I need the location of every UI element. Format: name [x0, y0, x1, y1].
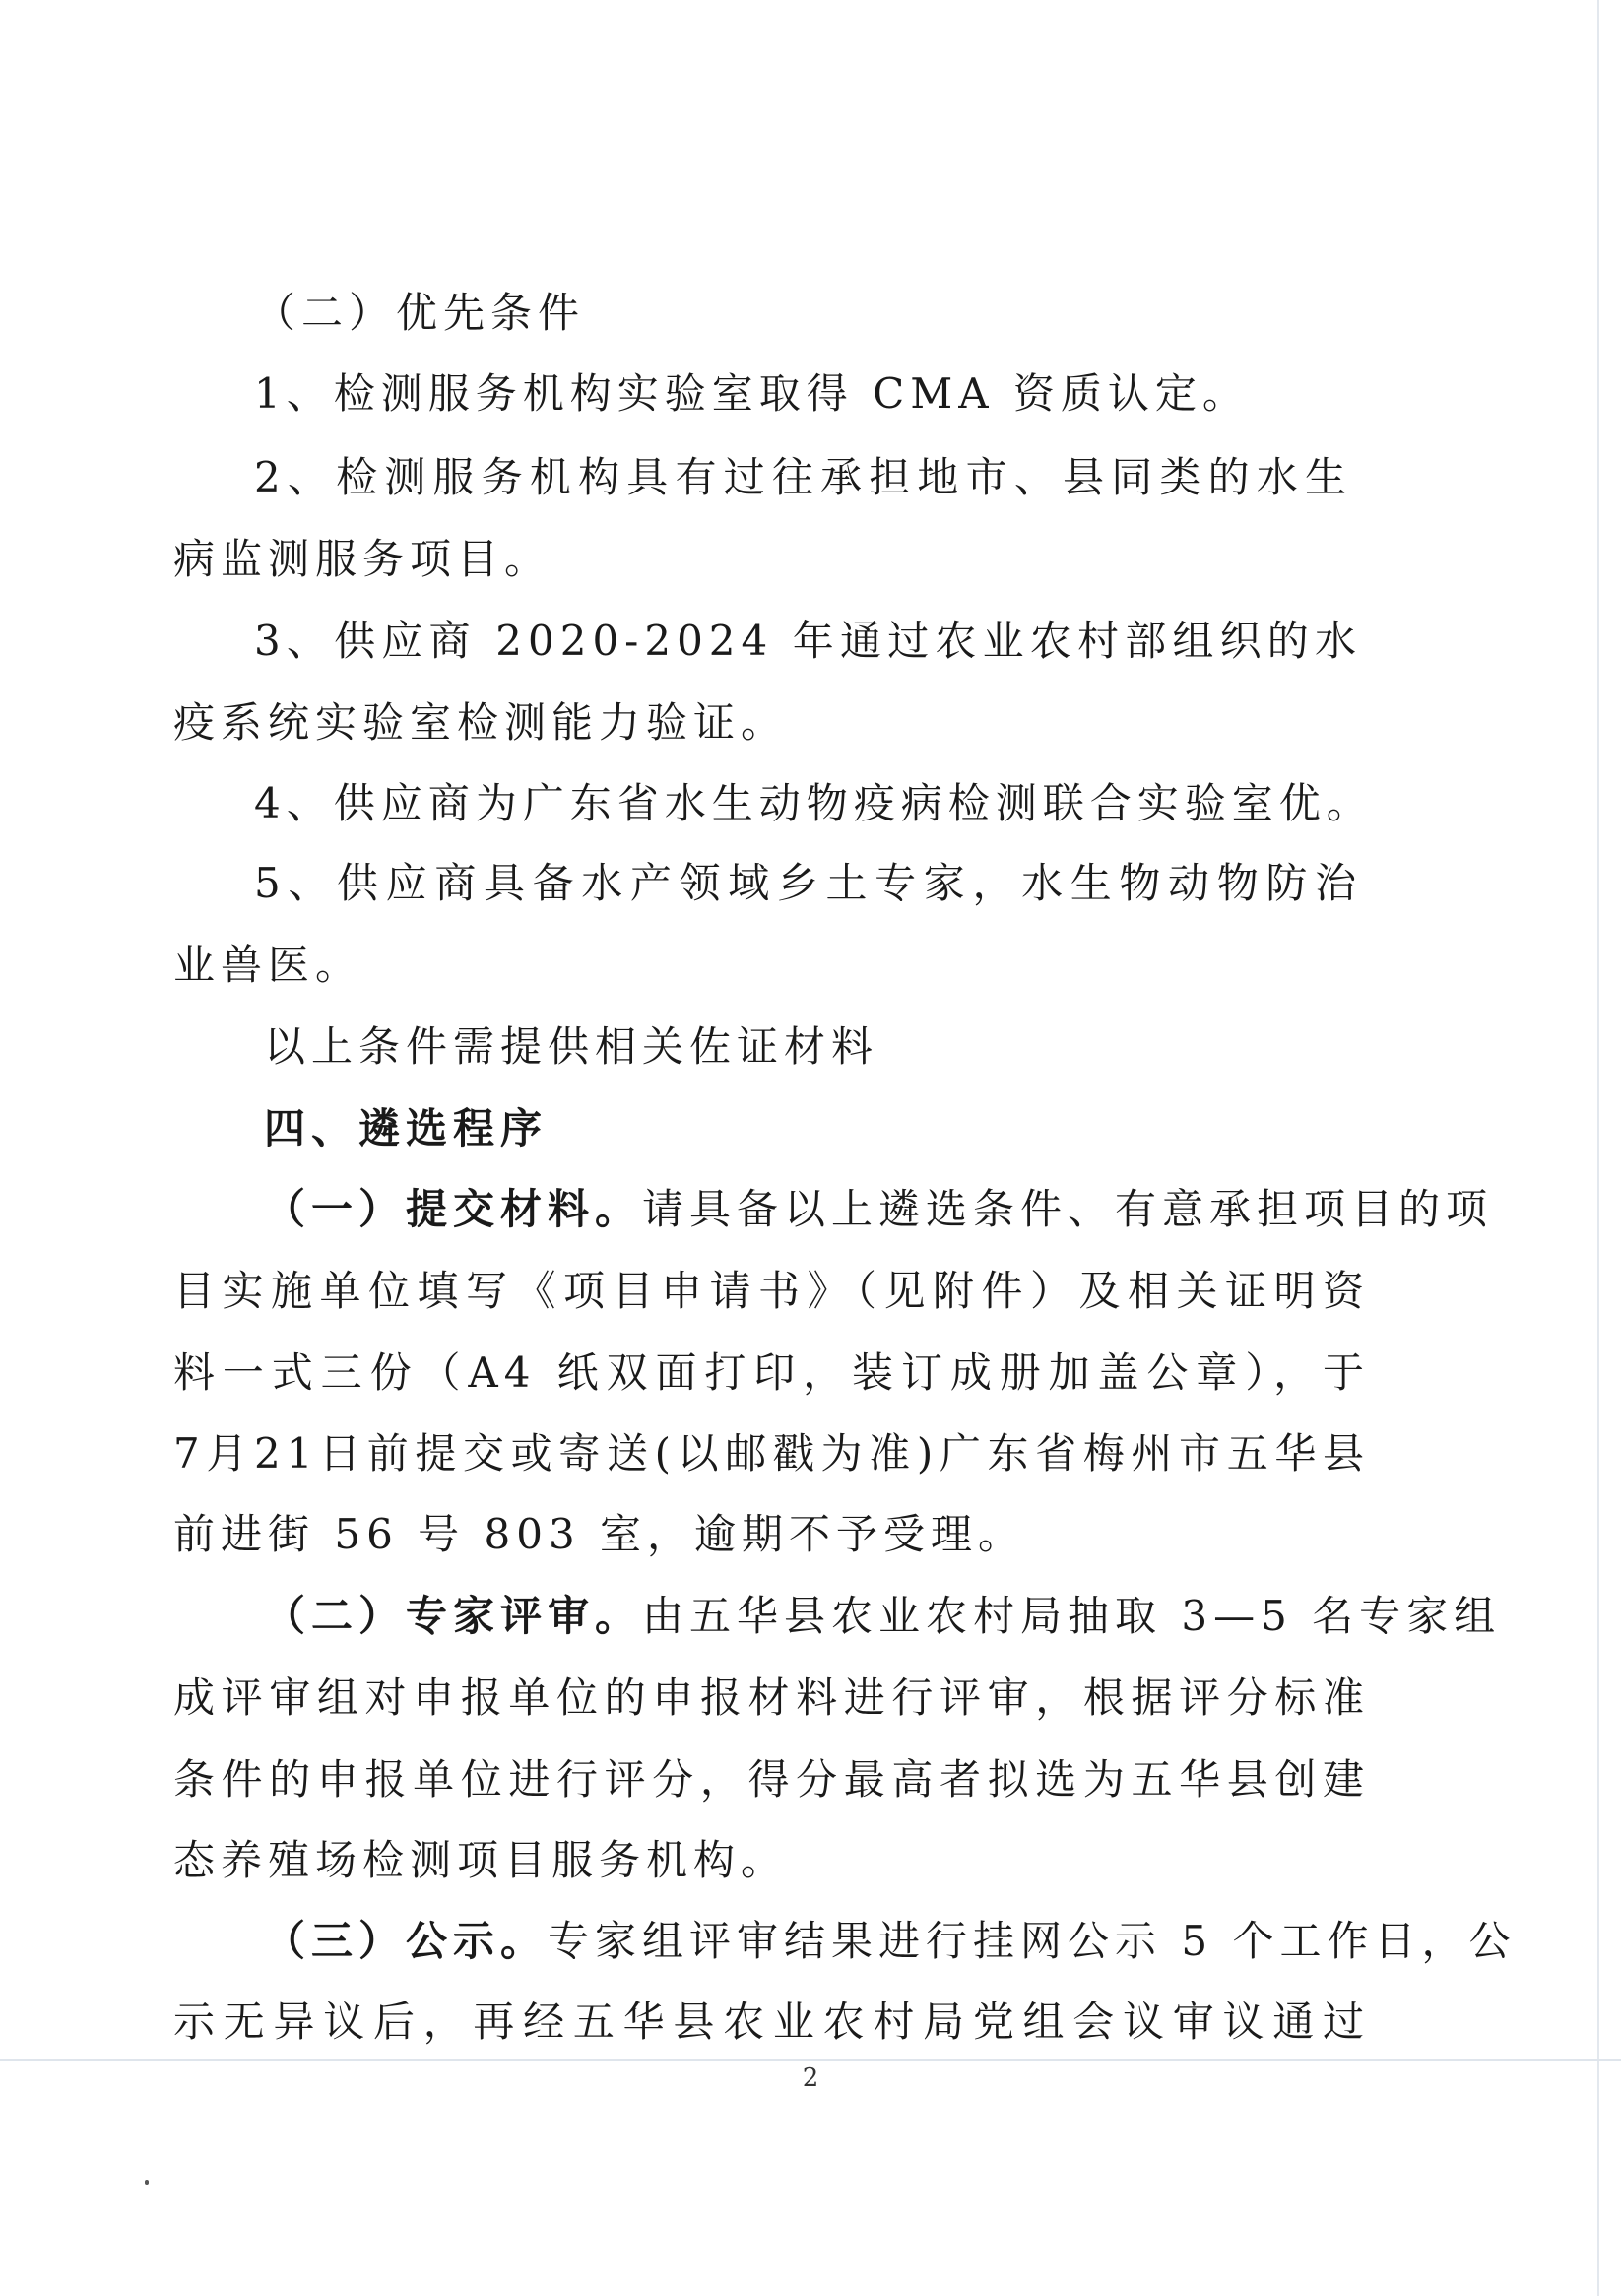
- step-2-line-3: 条件的申报单位进行评分，得分最高者拟选为五华县创建: [173, 1755, 1370, 1804]
- step-2-line-2: 成评审组对申报单位的申报材料进行评审，根据评分标准: [173, 1673, 1370, 1722]
- step-1-title: （一）提交材料。: [264, 1185, 643, 1233]
- step-2-title: （二）专家评审。: [264, 1592, 643, 1640]
- priority-item-3-line-2: 疫系统实验室检测能力验证。: [173, 698, 789, 747]
- step-3-line-2: 示无异议后，再经五华县农业农村局党组会议审议通过: [173, 1998, 1370, 2046]
- step-2-text: 由五华县农业农村局抽取 3—5 名专家组: [642, 1592, 1502, 1640]
- page-edge: [1597, 0, 1599, 2296]
- step-1-line-1: [264, 1182, 1493, 1237]
- priority-item-2-line-2: 病监测服务项目。: [173, 535, 552, 583]
- page-number: 2: [802, 2064, 819, 2093]
- step-1-line-2: 目实施单位填写《项目申请书》（见附件）及相关证明资: [173, 1267, 1370, 1315]
- priority-item-4: 4、供应商为广东省水生动物疫病检测联合实验室优。: [254, 779, 1374, 827]
- priority-item-1: 1、检测服务机构实验室取得 CMA 资质认定。: [254, 369, 1250, 418]
- priority-item-5-line-2: 业兽医。: [173, 941, 363, 989]
- selection-procedure-heading: 四、遴选程序: [264, 1104, 549, 1152]
- step-3-title: （三）公示。: [264, 1917, 549, 1965]
- step-1-text: 请具备以上遴选条件、有意承担项目的项: [642, 1185, 1494, 1233]
- step-1-line-4: 7月21日前提交或寄送(以邮戳为准)广东省梅州市五华县: [173, 1429, 1370, 1477]
- priority-item-2-line-1: 2、检测服务机构具有过往承担地市、县同类的水生: [254, 453, 1352, 501]
- step-1-line-5: 前进街 56 号 803 室，逾期不予受理。: [173, 1510, 1026, 1558]
- step-3-text: 专家组评审结果进行挂网公示 5 个工作日，公: [548, 1917, 1517, 1965]
- priority-item-3-line-1: 3、供应商 2020-2024 年通过农业农村部组织的水: [254, 617, 1362, 665]
- step-3-line-1: [264, 1914, 1516, 1969]
- scan-speck: [145, 2180, 149, 2185]
- step-1-line-3: 料一式三份（A4 纸双面打印，装订成册加盖公章），于: [173, 1348, 1370, 1397]
- step-2-line-1: [264, 1589, 1501, 1644]
- priority-conditions-heading: （二）优先条件: [254, 289, 586, 337]
- priority-item-5-line-1: 5、供应商具备水产领域乡土专家，水生物动物防治: [254, 859, 1362, 907]
- step-2-line-4: 态养殖场检测项目服务机构。: [173, 1836, 789, 1884]
- evidence-note: 以上条件需提供相关佐证材料: [264, 1022, 879, 1071]
